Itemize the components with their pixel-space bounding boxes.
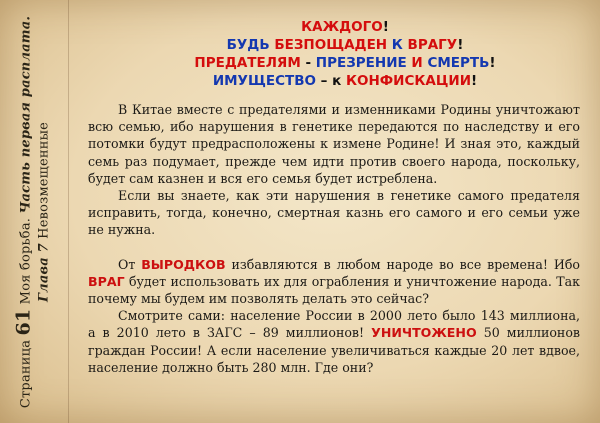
spine-page-number: 61 [12,308,35,336]
header-line-4 [90,72,600,90]
spine-chapter-title: Невозмещенные [36,121,52,239]
header-punct: ! [471,73,478,89]
header-word: БЕЗПОЩАДЕН [274,37,388,53]
header-punct: ! [457,37,464,53]
header-punct: - [300,55,316,71]
p3-highlight-vyrodkov: ВЫРОДКОВ [141,256,226,272]
body-text [88,101,580,376]
header-word: ВРАГУ [407,37,458,53]
header-punct: – к [315,73,346,89]
spine-text [12,15,54,409]
header-word: ПРЕДАТЕЛЯМ [194,55,301,71]
paragraph-1: В Китае вместе с предателями и изменниками Родины уничтожают всю семью, ибо нарушения в генетике передаются по наследству и его потомки будут предрасположены к измене Родине! И зная это, каждый семь раз подумает, прежде чем идти против своего народа, поскольку, будет сам казнен и вся его семья будет истреблена. [88,102,580,186]
paragraph-3 [88,256,580,308]
paragraph-4 [88,307,580,376]
p4-highlight-unichtozheno: УНИЧТОЖЕНО [371,325,477,341]
header-word: КОНФИСКАЦИИ [345,73,471,89]
header-word: БУДЬ [226,37,275,53]
header-word: К [387,37,408,53]
header-punct: ! [382,19,389,35]
header-word: ПРЕЗРЕНИЕ [315,55,407,71]
spine [0,0,69,423]
paragraph-2: Если вы знаете, как эти нарушения в генетике самого предателя исправить, тогда, конечно, смертная казнь его самого и его семьи уже не нужна. [88,188,580,238]
p3-text: От [118,256,142,272]
header-line-3 [90,54,600,72]
spine-book-prefix: Моя борьба. [18,217,34,305]
p4-text: Смотрите сами: население России в 2000 лето было 143 миллиона, а в 2010 лето в ЗАГС – 89 миллионов! [88,308,580,341]
spine-chapter: Глава 7 [36,243,52,303]
spine-line-1 [12,15,36,409]
p3-highlight-vrag: ВРАГ [88,273,125,289]
header-word: ИМУЩЕСТВО [212,73,316,89]
spine-page-label: Страница [18,339,34,409]
spine-book-part: Часть первая расплата. [18,15,34,214]
p3-text: будет использовать их для ограбления и уничтожение народа. Так почему мы будем им позволять делать это сейчас? [88,273,580,307]
header-line-2 [90,36,600,54]
spine-line-2 [36,16,54,408]
header-word: СМЕРТЬ [427,55,490,71]
p4-text: 50 миллионов граждан России! А если население увеличиваться каждые 20 лет вдвое, население должно быть 280 млн. Где они? [88,325,581,375]
header [90,18,600,90]
header-word-kazhdogo: КАЖДОГО [301,19,383,35]
p3-text: избавляются в любом народе во все времена! Ибо [225,256,581,272]
header-word: И [406,55,428,71]
spacer [88,239,580,256]
header-punct: ! [489,55,496,71]
header-line-1 [90,18,600,36]
